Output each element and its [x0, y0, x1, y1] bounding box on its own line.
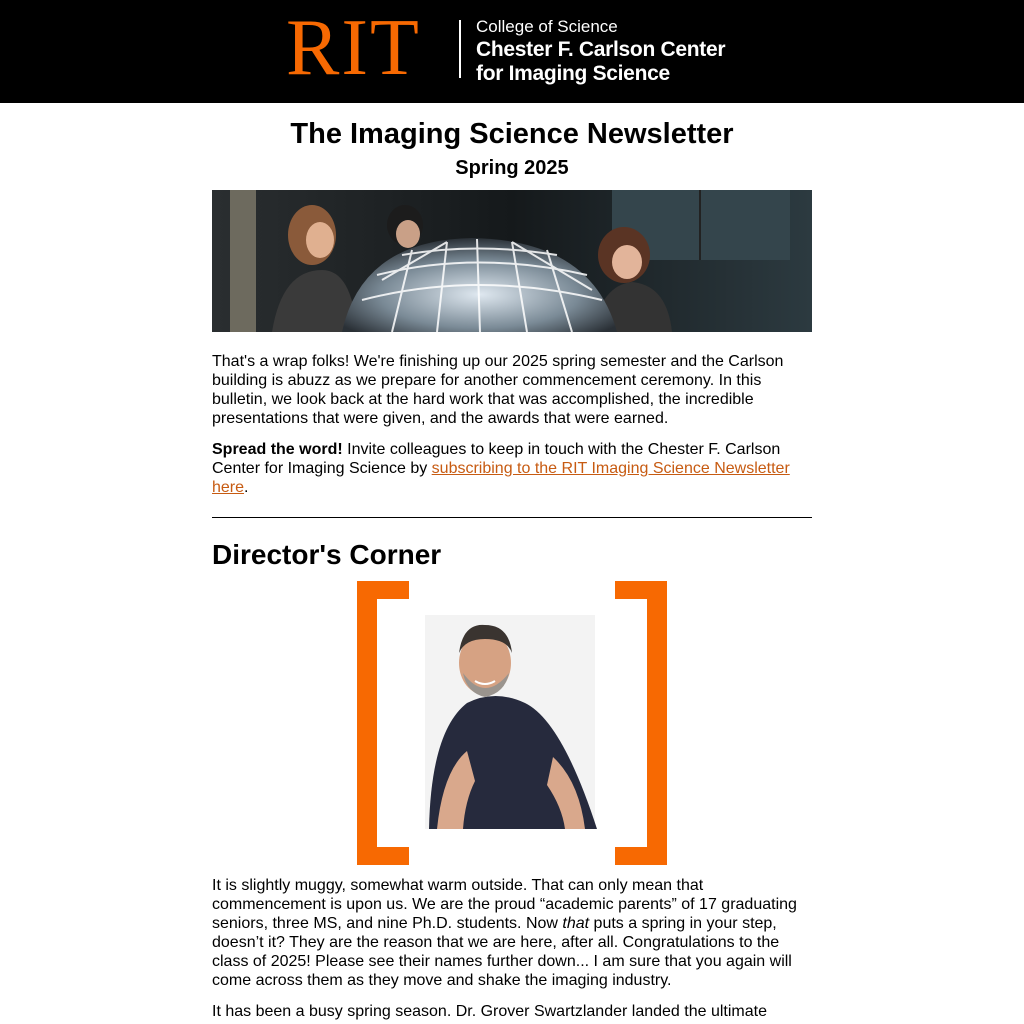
director-p1-part-a: It is slightly muggy, somewhat warm outside. That can only mean that commencement is upon us. We are the proud “academic parents” of 17 graduating seniors, three MS, and nine Ph.D. students. Now [212, 877, 797, 932]
center-name-line2: for Imaging Science [476, 62, 670, 85]
director-paragraph-1 [212, 876, 812, 990]
director-p1-part-b: puts a spring in your step, doesn’t it? They are the reason that we are here, after all. Congratulations to the class of 2025! Please see their names further down... I am sure that you again will come across them as they move and shake the imaging industry. [212, 915, 792, 989]
director-p1-emphasis: that [562, 915, 590, 932]
college-name: College of Science [476, 17, 618, 36]
spread-the-word-lead: Spread the word! [212, 441, 343, 458]
subscribe-link[interactable]: subscribing to the RIT Imaging Science Newsletter here [212, 460, 790, 496]
spread-the-word-end: . [244, 479, 249, 496]
director-paragraph-2: It has been a busy spring season. Dr. Grover Swartzlander landed the ultimate [212, 1003, 767, 1020]
directors-corner-heading: Director's Corner [212, 539, 442, 570]
director-portrait [357, 581, 667, 865]
rit-logo[interactable]: RIT [286, 4, 421, 92]
intro-paragraph: That's a wrap folks! We're finishing up our 2025 spring semester and the Carlson building is abuzz as we prepare for another commencement ceremony. In this bulletin, we look back at the hard work that was accomplished, the incredible presentations that were given, and the awards that were earned. [212, 353, 784, 427]
college-wordmark [476, 16, 725, 86]
header-banner [0, 0, 1024, 103]
newsletter-issue: Spring 2025 [455, 157, 569, 179]
newsletter-title: The Imaging Science Newsletter [290, 118, 734, 150]
center-name-line1: Chester F. Carlson Center [476, 38, 726, 61]
hero-image [212, 190, 812, 332]
section-divider [212, 517, 812, 518]
logo-divider [459, 20, 461, 78]
spread-the-word-text: Invite colleagues to keep in touch with the Chester F. Carlson Center for Imaging Science by [212, 441, 781, 477]
spread-the-word-paragraph [212, 440, 812, 497]
